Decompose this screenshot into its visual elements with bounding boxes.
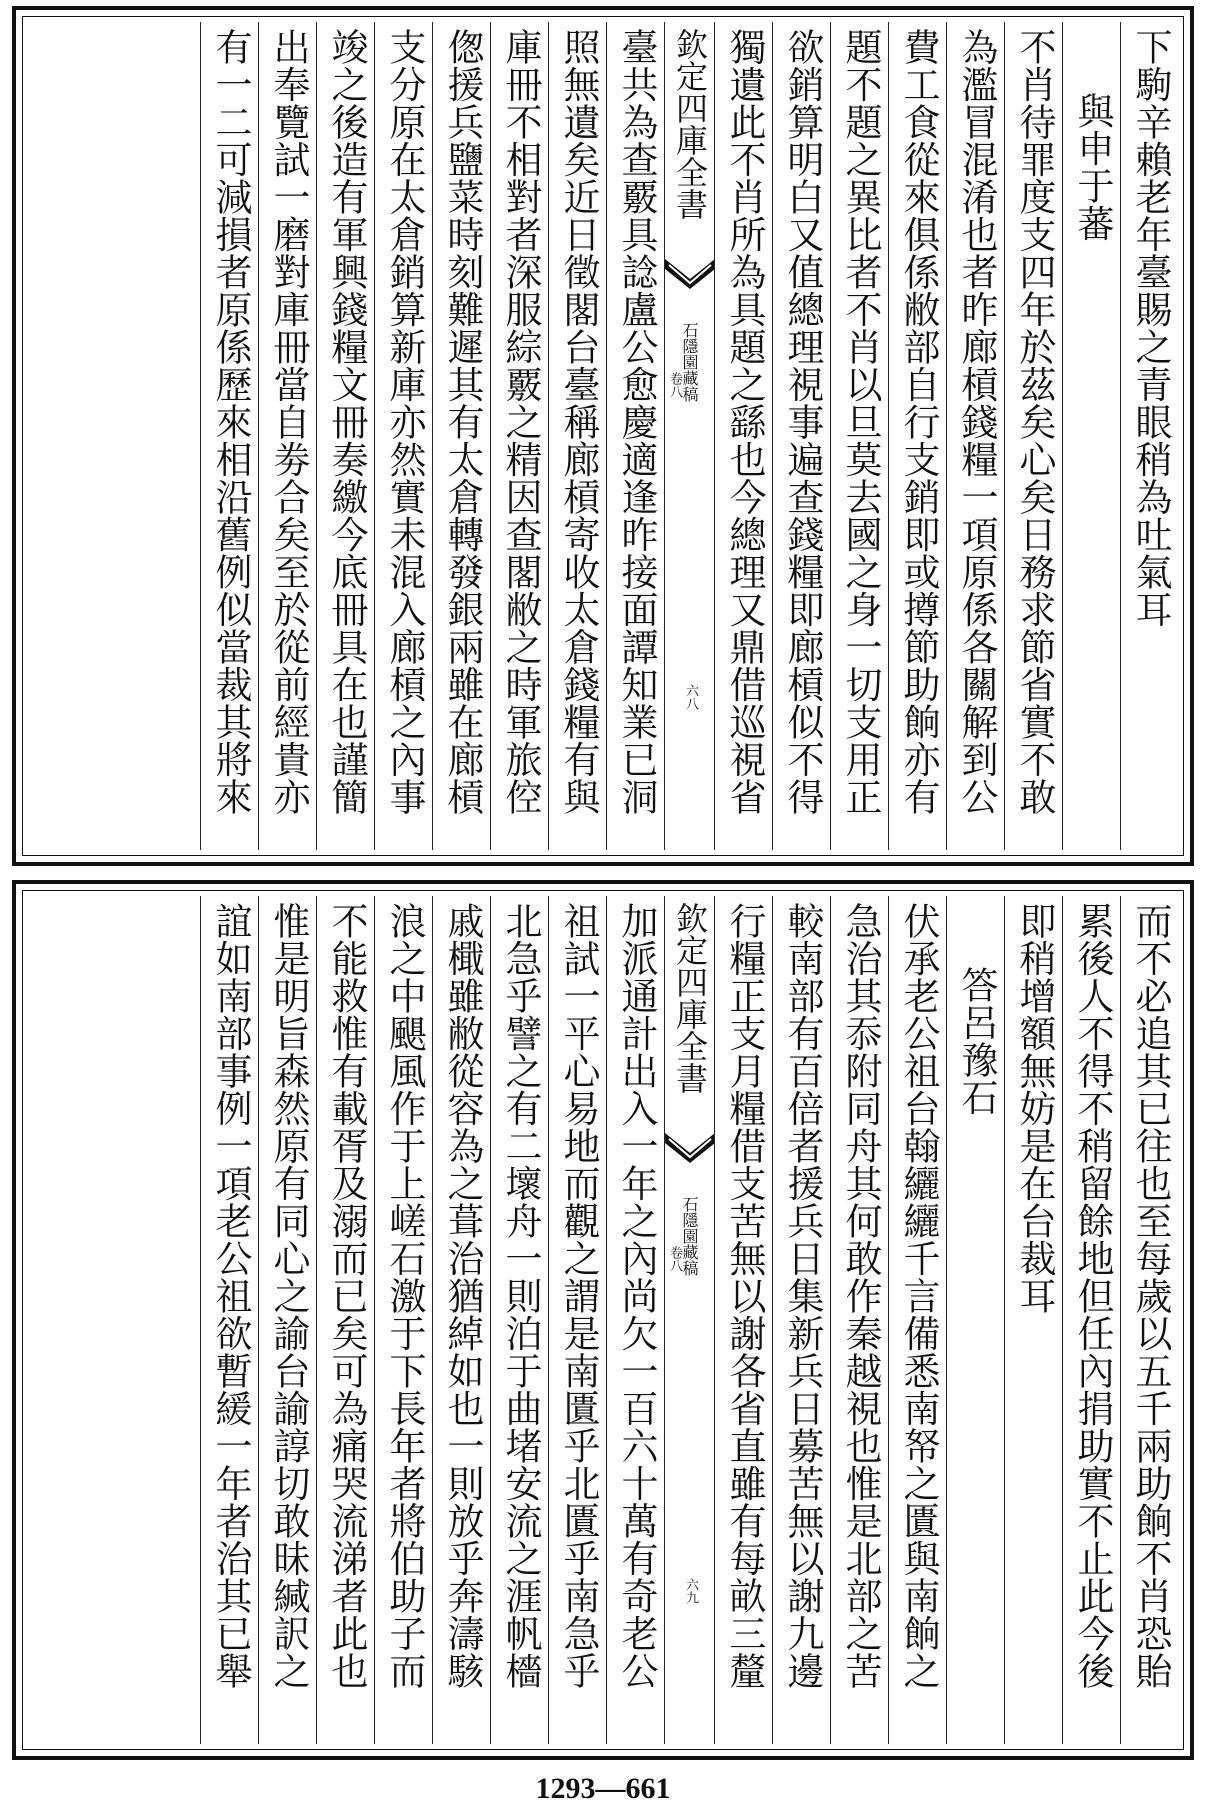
text-column: 照無遺矣近日徵閣台臺稱廊槓寄收太倉錢糧有與 xyxy=(548,22,606,850)
text-column: 即稍增額無妨是在台裁耳 xyxy=(1004,896,1062,1744)
text-column: 臺共為查覈具諗盧公愈慶適逢昨接面譚知業已洞 xyxy=(606,22,664,850)
text-column: 加派通計出入一年之內尚欠一百六十萬有奇老公 xyxy=(606,896,664,1744)
fishtail-mark-icon xyxy=(665,1131,714,1165)
text-column: 不能救惟有載胥及溺而已矣可為痛哭流涕者此也 xyxy=(316,896,374,1744)
text-column: 庫冊不相對者深服綜覈之精因查閣敝之時軍旅倥 xyxy=(490,22,548,850)
work-title: 石隱園藏稿 xyxy=(680,1196,699,1276)
center-fold-margin xyxy=(664,22,714,850)
letter-heading: 答呂豫石 xyxy=(946,896,1004,1744)
book-title: 欽定四庫全書 xyxy=(671,902,709,1094)
text-column: 下駒辛賴老年臺賜之青眼稍為吐氣耳 xyxy=(1120,22,1178,850)
text-column: 行糧正支月糧借支苦無以謝各省直雖有每畝三釐 xyxy=(714,896,772,1744)
work-title: 石隱園藏稿 xyxy=(680,322,699,402)
text-column: 不肖待罪度支四年於茲矣心矣日務求節省實不敢 xyxy=(1004,22,1062,850)
text-column: 較南部有百倍者援兵日集新兵日募苦無以謝九邊 xyxy=(772,896,830,1744)
text-column: 伏承老公祖台翰纚纚千言備悉南帑之匱與南餉之 xyxy=(888,896,946,1744)
text-column: 獨遺此不肖所為具題之繇也今總理又鼎借巡視省 xyxy=(714,22,772,850)
text-column: 為濫冒混淆也者昨廊槓錢糧一項原係各關解到公 xyxy=(946,22,1004,850)
book-page-lower xyxy=(12,880,1194,1760)
text-column: 偬援兵鹽菜時刻難遲其有太倉轉發銀兩雖在廊槓 xyxy=(432,22,490,850)
text-column: 累後人不得不稍留餘地但任內捐助實不止此今後 xyxy=(1062,896,1120,1744)
page-number-footer: 1293—661 xyxy=(535,1772,671,1805)
volume-number: 卷八 xyxy=(667,1246,682,1272)
text-column: 出奉覽試一磨對庫冊當自劵合矣至於從前經貴亦 xyxy=(258,22,316,850)
text-column: 戚檝雖敝從容為之葺治猶綽如也一則放乎奔濤駭 xyxy=(432,896,490,1744)
text-column: 題不題之異比者不肖以旦莫去國之身一切支用正 xyxy=(830,22,888,850)
text-column: 誼如南部事例一項老公祖欲暫緩一年者治其已舉 xyxy=(200,896,258,1744)
text-column: 而不必追其已往也至每歲以五千兩助餉不肖恐貽 xyxy=(1120,896,1178,1744)
text-column: 急治其忝附同舟其何敢作秦越視也惟是北部之苦 xyxy=(830,896,888,1744)
text-column: 欲銷算明白又值總理視事遍查錢糧即廊槓似不得 xyxy=(772,22,830,850)
text-column: 支分原在太倉銷算新庫亦然實未混入廊槓之內事 xyxy=(374,22,432,850)
text-column: 北急乎譬之有二壞舟一則泊于曲堵安流之涯帆檣 xyxy=(490,896,548,1744)
volume-number: 卷八 xyxy=(667,372,682,398)
text-column: 竣之後造有軍興錢糧文冊奏繳今底冊具在也謹簡 xyxy=(316,22,374,850)
fishtail-mark-icon xyxy=(665,257,714,291)
text-column: 祖試一平心易地而觀之謂是南匱乎北匱乎南急乎 xyxy=(548,896,606,1744)
book-page-upper xyxy=(12,6,1194,866)
book-title: 欽定四庫全書 xyxy=(671,28,709,220)
text-columns xyxy=(28,896,1178,1744)
letter-heading: 與申于蕃 xyxy=(1062,22,1120,850)
folio-number: 六九 xyxy=(683,1578,698,1604)
text-column: 費工食從來俱係敝部自行支銷即或撙節助餉亦有 xyxy=(888,22,946,850)
folio-number: 六八 xyxy=(683,684,698,710)
text-column: 浪之中颶風作于上嵯石激于下長年者將伯助子而 xyxy=(374,896,432,1744)
center-fold-margin xyxy=(664,896,714,1744)
text-column: 有一二可減損者原係歷來相沿舊例似當裁其將來 xyxy=(200,22,258,850)
text-columns xyxy=(28,22,1178,850)
text-column: 惟是明旨森然原有同心之諭台諭諄切敢昧緘訳之 xyxy=(258,896,316,1744)
